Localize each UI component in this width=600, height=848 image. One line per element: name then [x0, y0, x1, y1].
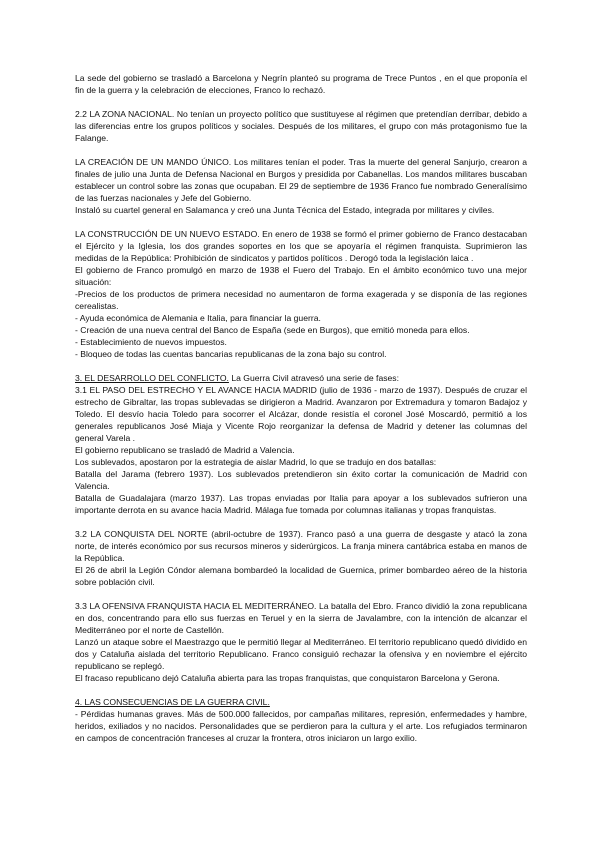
consecuencias-heading-line [75, 696, 527, 708]
conquista-norte-paragraph: 3.2 LA CONQUISTA DEL NORTE (abril-octubre de 1937). Franco pasó a una guerra de desgaste y atacó la zona norte, de interés económico por sus recursos mineros y siderúrgicos. La franja minera cantábrica estaba en manos de la República. [75, 529, 527, 563]
fuero-trabajo-paragraph: El gobierno de Franco promulgó en marzo de 1938 el Fuero del Trabajo. En el ámbito económico tuvo una mejor situación: [75, 265, 527, 287]
spacer [75, 588, 527, 600]
spacer [75, 144, 527, 156]
mando-unico-paragraph-2: Instaló su cuartel general en Salamanca y creó una Junta Técnica del Estado, integrada por militares y civiles. [75, 205, 495, 215]
guadalajara-paragraph: Batalla de Guadalajara (marzo 1937). Las tropas enviadas por Italia para apoyar a los sublevados sufrieron una importante derrota en su avance hacia Madrid. Málaga fue tomada por columnas italianas y tropas franquistas. [75, 493, 527, 515]
section-heading: 3. EL DESARROLLO DEL CONFLICTO. [75, 373, 229, 383]
desarrollo-heading-line [75, 372, 527, 384]
document-page [75, 72, 527, 744]
spacer [75, 216, 527, 228]
mando-unico-paragraph: LA CREACIÓN DE UN MANDO ÚNICO. Los militares tenían el poder. Tras la muerte del general Sanjurjo, crearon a finales de julio una Junta de Defensa Nacional en Burgos y presidida por Cabanellas. Los mandos militares buscaban establecer un control sobre las zonas que ocupaban. El 29 de septiembre de 1936 Franco fue nombrado Generalísimo de las fuerzas nacionales y Jefe del Gobierno. [75, 157, 527, 203]
spacer [75, 360, 527, 372]
fracaso-paragraph: El fracaso republicano dejó Cataluña abierta para las tropas franquistas, que conquistaron Barcelona y Gerona. [75, 673, 500, 683]
jarama-paragraph: Batalla del Jarama (febrero 1937). Los sublevados pretendieron sin éxito cortar la comunicación de Madrid con Valencia. [75, 469, 527, 491]
gobierno-valencia-paragraph: El gobierno republicano se trasladó de Madrid a Valencia. [75, 445, 295, 455]
nuevo-estado-paragraph: LA CONSTRUCCIÓN DE UN NUEVO ESTADO. En enero de 1938 se formó el primer gobierno de Franco destacaban el Ejército y la Iglesia, los dos grandes soportes en los que se apoyaría el régimen franquista. Suprimieron las medidas de la República: Prohibición de sindicatos y partidos políticos . Derogó toda la legislación laica . [75, 229, 527, 263]
spacer [75, 516, 527, 528]
list-item: - Ayuda económica de Alemania e Italia, para financiar la guerra. [75, 313, 321, 323]
list-item: - Establecimiento de nuevos impuestos. [75, 337, 227, 347]
list-item: -Precios de los productos de primera necesidad no aumentaron de forma exagerada y se disponía de las regiones cerealistas. [75, 289, 527, 311]
list-item: - Bloqueo de todas las cuentas bancarias republicanas de la zona bajo su control. [75, 349, 387, 359]
section-heading: 4. LAS CONSECUENCIAS DE LA GUERRA CIVIL. [75, 697, 270, 707]
paso-estrecho-paragraph: 3.1 EL PASO DEL ESTRECHO Y EL AVANCE HACIA MADRID (julio de 1936 - marzo de 1937). Después de cruzar el estrecho de Gibraltar, las tropas sublevadas se dirigieron a Madrid. Avanzaron por Extremadura y tomaron Badajoz y Toledo. El desvío hacia Toledo para socorrer el Alcázar, donde resistía el coronel José Moscardó, permitió a los generales republicanos José Miaja y Vicente Rojo reorganizar la defensa de Madrid y detener las columnas del general Varela . [75, 385, 527, 443]
zona-nacional-paragraph: 2.2 LA ZONA NACIONAL. No tenían un proyecto político que sustituyese al régimen que pretendían derribar, debido a las diferencias entre los grupos políticos y sociales. Después de los militares, el grupo con más protagonismo fue la Falange. [75, 109, 527, 143]
spacer [75, 684, 527, 696]
intro-paragraph: La sede del gobierno se trasladó a Barcelona y Negrín planteó su programa de Trece Puntos , en el que proponía el fin de la guerra y la celebración de elecciones, Franco lo rechazó. [75, 73, 527, 95]
spacer [75, 96, 527, 108]
ofensiva-paragraph: 3.3 LA OFENSIVA FRANQUISTA HACIA EL MEDITERRÁNEO. La batalla del Ebro. Franco dividió la zona republicana en dos, concentrando para ello sus fuerzas en Teruel y en la sierra de Javalambre, con la intención de alcanzar el Mediterráneo por el norte de Castellón. [75, 601, 527, 635]
perdidas-paragraph: - Pérdidas humanas graves. Más de 500.000 fallecidos, por campañas militares, represión, enfermedades y hambre, heridos, exiliados y no nacidos. Personalidades que se perdieron para la cultura y el arte. Los refugiados terminaron en campos de concentración franceses al cruzar la frontera, otros iniciaron un largo exilio. [75, 709, 527, 743]
maestrazgo-paragraph: Lanzó un ataque sobre el Maestrazgo que le permitió llegar al Mediterráneo. El territorio republicano quedó dividido en dos y Cataluña aislada del territorio Republicano. Franco consiguió rechazar la ofensiva y en noviembre el ejército republicano se replegó. [75, 637, 527, 671]
list-item: - Creación de una nueva central del Banco de España (sede en Burgos), que emitió moneda para ellos. [75, 325, 470, 335]
estrategia-paragraph: Los sublevados, apostaron por la estrategia de aislar Madrid, lo que se tradujo en dos batallas: [75, 457, 437, 467]
guernica-paragraph: El 26 de abril la Legión Cóndor alemana bombardeó la localidad de Guernica, primer bombardeo aéreo de la historia sobre población civil. [75, 565, 527, 587]
section-heading-rest: La Guerra Civil atravesó una serie de fases: [228, 373, 399, 383]
